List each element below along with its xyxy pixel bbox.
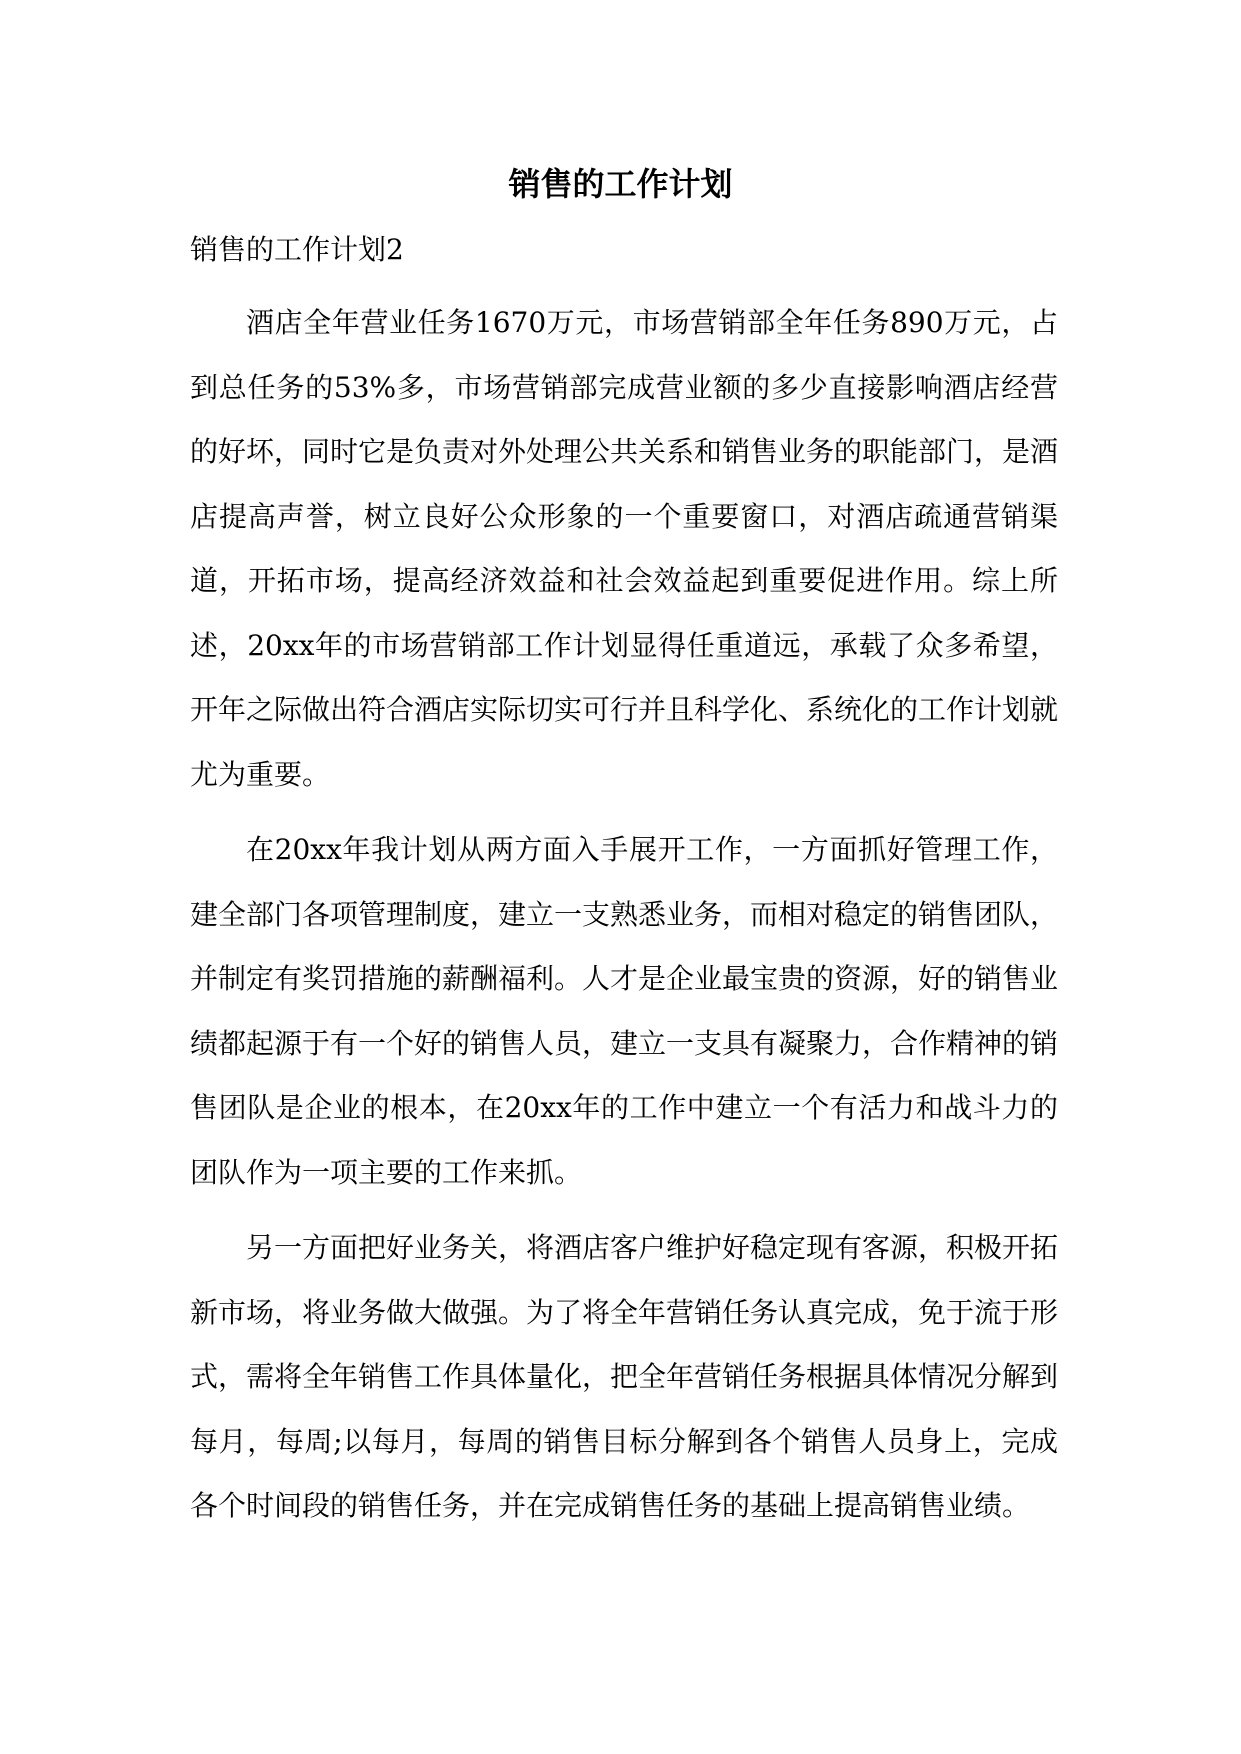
paragraph-2: 在20xx年我计划从两方面入手展开工作，一方面抓好管理工作，建全部门各项管理制度，建立一支熟悉业务，而相对稳定的销售团队，并制定有奖罚措施的薪酬福利。人才是企业最宝贵的资源，好的销售业绩都起源于有一个好的销售人员，建立一支具有凝聚力，合作精神的销售团队是企业的根本，在20xx年的工作中建立一个有活力和战斗力的团队作为一项主要的工作来抓。 [190, 833, 1059, 1189]
document-subtitle: 销售的工作计划2 [190, 233, 404, 266]
document-title: 销售的工作计划 [508, 165, 733, 203]
paragraph-1: 酒店全年营业任务1670万元，市场营销部全年任务890万元，占到总任务的53%多，市场营销部完成营业额的多少直接影响酒店经营的好坏，同时它是负责对外处理公共关系和销售业务的职能部门，是酒店提高声誉，树立良好公众形象的一个重要窗口，对酒店疏通营销渠道，开拓市场，提高经济效益和社会效益起到重要促进作用。综上所述，20xx年的市场营销部工作计划显得任重道远，承载了众多希望，开年之际做出符合酒店实际切实可行并且科学化、系统化的工作计划就尤为重要。 [190, 306, 1059, 791]
document-body [190, 291, 1058, 1550]
paragraph-3: 另一方面把好业务关，将酒店客户维护好稳定现有客源，积极开拓新市场，将业务做大做强。为了将全年营销任务认真完成，免于流于形式，需将全年销售工作具体量化，把全年营销任务根据具体情况分解到每月，每周;以每月，每周的销售目标分解到各个销售人员身上，完成各个时间段的销售任务，并在完成销售任务的基础上提高销售业绩。 [190, 1231, 1059, 1522]
